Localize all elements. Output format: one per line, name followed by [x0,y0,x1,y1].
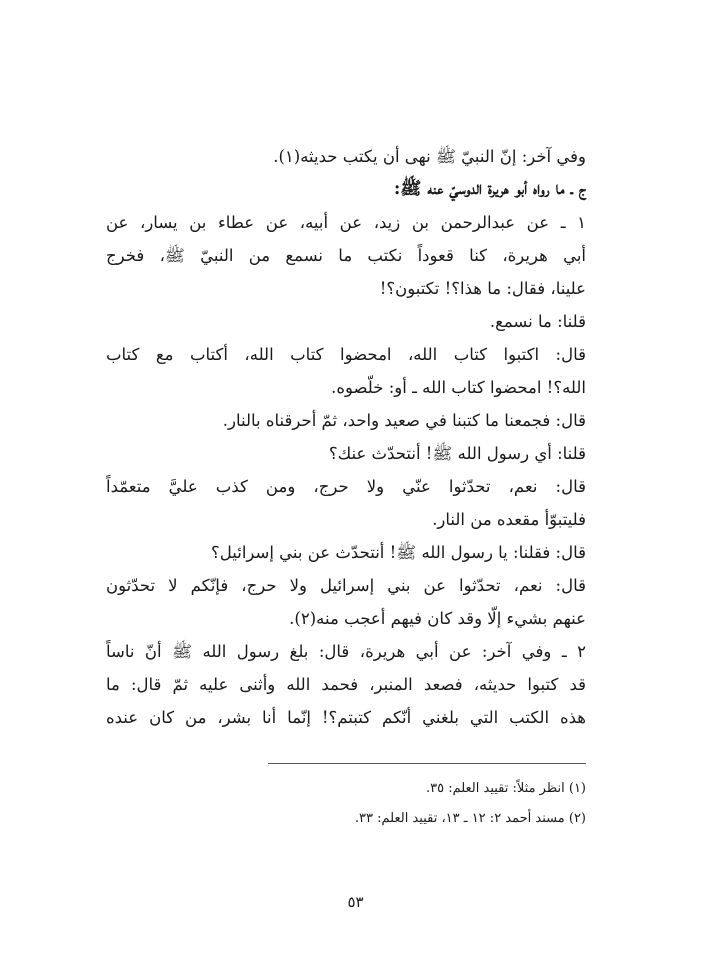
text-line: عنهم بشيء إلّا وقد كان فيهم أعجب منه(٢). [289,609,586,628]
text-line: فليتبوّأ مقعده من النار. [432,510,586,529]
text-line: علينا، فقال: ما هذا؟! تكتبون؟! [379,279,586,298]
footnotes-block [106,774,586,834]
text-line: قال: نعم، تحدّثوا عنّي ولا حرج، ومن كذب عليَّ متعمّداً [106,477,586,496]
text-line: قال: نعم، تحدّثوا عن بني إسرائيل ولا حرج، فإنّكم لا تحدّثون [106,576,586,595]
page-number: ٥٣ [347,893,364,911]
main-text-block [106,140,586,734]
text-line: وفي آخر: إنّ النبيّ ﷺ نهى أن يكتب حديثه(١). [273,147,586,166]
section-heading: ج ـ ما رواه أبو هريرة الدوسيّ عنه ﷺ: [393,179,586,199]
text-line: قلنا: ما نسمع. [489,312,586,331]
text-line: قال: اكتبوا كتاب الله، امحضوا كتاب الله، أكتاب مع كتاب [106,345,586,364]
text-line: أبي هريرة، كنا قعوداً نكتب ما نسمع من النبيّ ﷺ، فخرج [106,246,586,265]
text-line: قال: فجمعنا ما كتبنا في صعيد واحد، ثمّ أحرقناه بالنار. [222,411,586,430]
text-line: ١ ـ عن عبدالرحمن بن زيد، عن أبيه، عن عطاء بن يسار، عن [106,213,586,232]
text-line: الله؟! امحضوا كتاب الله ـ أو: خلّصوه. [331,378,586,397]
footnote: (١) انظر مثلاً: تقييد العلم: ٣٥. [425,781,586,796]
text-line: قلنا: أي رسول الله ﷺ! أنتحدّث عنك؟ [328,444,586,463]
text-line: ٢ ـ وفي آخر: عن أبي هريرة، قال: بلغ رسول الله ﷺ أنّ ناساً [106,642,586,661]
footnote-separator [268,763,586,764]
footnote: (٢) مسند أحمد ٢: ١٢ ـ ١٣، تقييد العلم: ٣٣. [354,811,586,826]
text-line: هذه الكتب التي بلغني أنّكم كتبتم؟! إنّما أنا بشر، من كان عنده [106,708,586,727]
text-line: قد كتبوا حديثه، فصعد المنبر، فحمد الله وأثنى عليه ثمّ قال: ما [106,675,586,694]
text-line: قال: فقلنا: يا رسول الله ﷺ! أنتحدّث عن بني إسرائيل؟ [211,543,586,562]
